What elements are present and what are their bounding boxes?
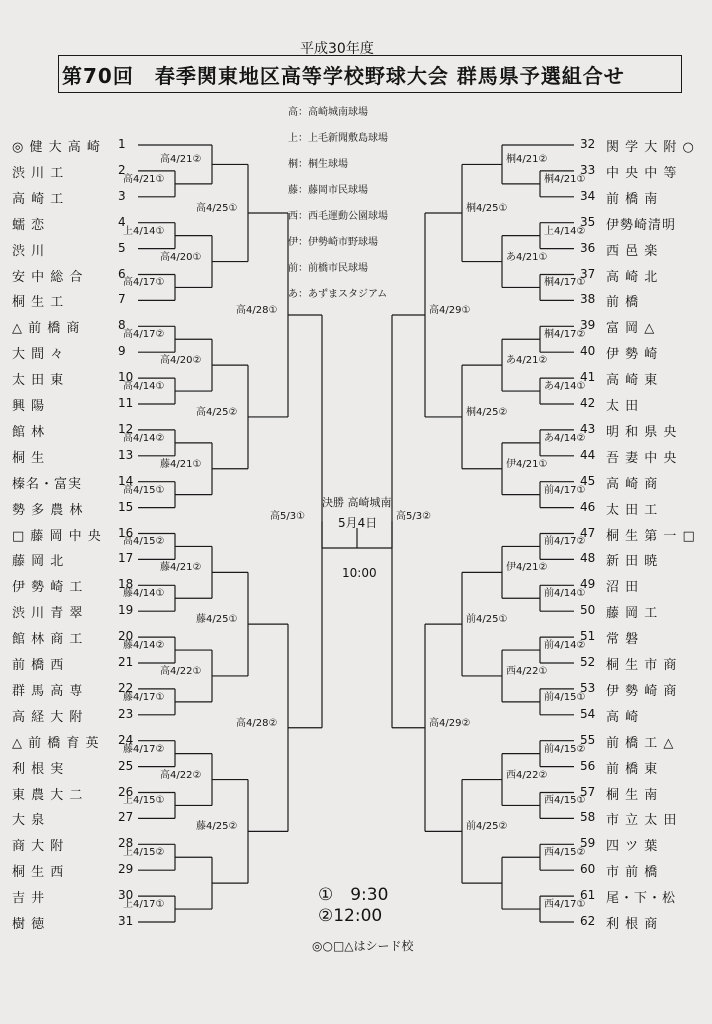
left-team-name: 太 田 東 — [12, 373, 65, 389]
match-label: 藤4/21① — [160, 458, 202, 470]
left-team-number: 17 — [118, 551, 134, 566]
match-label: 高4/25① — [196, 202, 238, 214]
right-team-number: 37 — [580, 266, 596, 281]
right-team-name: 高 崎 商 — [606, 476, 659, 492]
time-legend-2: ②12:00 — [318, 906, 383, 926]
match-label: 桐4/21② — [506, 154, 548, 166]
match-label: 上4/14② — [544, 225, 586, 237]
left-team-number: 25 — [118, 758, 134, 773]
left-team-name: 渋 川 工 — [12, 165, 65, 181]
right-team-number: 59 — [580, 836, 596, 851]
left-team-number: 11 — [118, 396, 134, 410]
right-team-number: 41 — [580, 370, 596, 385]
match-label: 高4/28① — [236, 304, 278, 316]
left-team-number: 6 — [118, 266, 126, 281]
match-label: あ4/21② — [506, 355, 548, 367]
right-team-name: 太 田 工 — [606, 502, 659, 518]
page-title: 第70回 春季関東地区高等学校野球大会 群馬県予選組合せ — [62, 64, 625, 88]
left-team-name: ◎ 健 大 高 崎 — [12, 140, 101, 155]
right-team-name: 中 央 中 等 — [606, 165, 678, 181]
left-team-number: 31 — [118, 914, 134, 928]
left-team-name: 桐 生 工 — [12, 295, 65, 311]
right-team-name: 桐 生 南 — [606, 787, 659, 803]
match-label: 高4/17② — [123, 329, 165, 341]
match-label: 高4/20② — [160, 355, 202, 367]
match-label: 高5/3② — [396, 511, 432, 523]
left-team-number: 24 — [118, 732, 134, 747]
right-team-name: 尾・下・松 — [606, 891, 677, 907]
match-label: 桐4/21① — [544, 173, 586, 185]
match-label: 桐4/25② — [466, 406, 508, 418]
left-team-name: △ 前 橋 育 英 — [12, 735, 100, 751]
right-team-name: 前 橋 工 △ — [606, 735, 675, 751]
right-team-number: 36 — [580, 240, 596, 255]
match-label: 前4/15① — [544, 691, 586, 703]
right-team-number: 38 — [580, 292, 596, 307]
match-label: 高4/29② — [429, 717, 471, 729]
left-team-number: 20 — [118, 629, 134, 644]
right-team-number: 58 — [580, 810, 596, 825]
right-team-number: 32 — [580, 137, 596, 151]
left-team-name: 興 陽 — [12, 399, 46, 414]
right-team-name: 伊 勢 崎 — [606, 347, 659, 363]
match-label: 藤4/14② — [123, 640, 165, 652]
left-team-name: △ 前 橋 商 — [12, 321, 81, 337]
final-date: 5月4日 — [338, 516, 378, 530]
venue-item: 伊：伊勢崎市野球場 — [288, 237, 378, 248]
right-team-name: 四 ツ 葉 — [606, 839, 659, 855]
left-team-number: 15 — [118, 499, 134, 514]
left-team-number: 30 — [118, 888, 134, 903]
match-label: 高4/22② — [160, 769, 202, 781]
left-team-name: 館 林 商 工 — [12, 632, 84, 648]
left-team-number: 5 — [118, 240, 126, 255]
left-team-name: 群 馬 高 専 — [12, 683, 84, 699]
match-label: 藤4/21② — [160, 562, 202, 574]
match-label: 前4/14① — [544, 588, 586, 600]
match-label: 前4/15② — [544, 743, 586, 755]
left-team-number: 10 — [118, 370, 134, 385]
match-label: 高4/22① — [160, 665, 202, 677]
venue-item: 藤：藤岡市民球場 — [288, 185, 368, 196]
right-team-number: 43 — [580, 421, 596, 436]
venue-item: 西：西毛運動公園球場 — [288, 211, 388, 222]
venue-item: あ：あずまスタジアム — [288, 289, 388, 300]
left-team-name: 桐 生 — [12, 450, 46, 466]
left-team-name: □ 藤 岡 中 央 — [12, 528, 102, 544]
right-team-name: 市 前 橋 — [606, 865, 659, 881]
left-team-number: 14 — [118, 473, 134, 488]
venue-item: 桐：桐生球場 — [288, 159, 348, 170]
left-team-name: 大 泉 — [12, 813, 46, 829]
match-label: 高5/3① — [270, 511, 306, 523]
match-label: あ4/21① — [506, 251, 548, 263]
match-label: あ4/14① — [544, 381, 586, 393]
left-team-number: 13 — [118, 447, 134, 462]
venue-item: 前：前橋市民球場 — [288, 263, 368, 274]
right-team-name: 太 田 — [606, 399, 640, 414]
match-label: 藤4/17② — [123, 743, 165, 755]
right-team-number: 45 — [580, 473, 596, 488]
left-team-number: 21 — [118, 655, 134, 669]
match-label: あ4/14② — [544, 432, 586, 444]
right-team-name: 富 岡 △ — [606, 321, 656, 337]
left-team-number: 7 — [118, 292, 126, 307]
right-team-number: 40 — [580, 344, 596, 359]
final-venue-label: 決勝 高崎城南 — [322, 496, 392, 509]
match-label: 西4/15② — [544, 847, 586, 859]
match-label: 高4/17① — [123, 277, 165, 289]
match-label: 高4/29① — [429, 304, 471, 316]
match-label: 前4/17② — [544, 536, 586, 548]
left-team-number: 16 — [118, 525, 134, 540]
left-team-name: 利 根 実 — [12, 761, 65, 777]
right-team-name: 市 立 太 田 — [606, 813, 678, 829]
match-label: 藤4/25② — [196, 821, 238, 833]
right-team-name: 前 橋 東 — [606, 761, 659, 777]
right-team-name: 伊 勢 崎 商 — [606, 683, 678, 699]
left-team-number: 29 — [118, 862, 134, 877]
left-team-number: 23 — [118, 706, 134, 721]
left-team-number: 12 — [118, 421, 134, 436]
right-team-number: 51 — [580, 629, 596, 644]
match-label: 西4/15① — [544, 795, 586, 807]
time-legend-1: ① 9:30 — [318, 885, 389, 905]
left-team-number: 28 — [118, 836, 134, 851]
right-team-name: 常 磐 — [606, 632, 640, 648]
right-team-name: 高 崎 東 — [606, 373, 659, 389]
right-team-name: 関 学 大 附 ○ — [606, 140, 695, 155]
match-label: 高4/15① — [123, 484, 165, 496]
right-team-name: 沼 田 — [606, 580, 640, 596]
right-team-number: 62 — [580, 914, 596, 928]
right-team-number: 44 — [580, 447, 596, 462]
match-label: 西4/22① — [506, 665, 548, 677]
match-label: 高4/28② — [236, 717, 278, 729]
venue-item: 高：高崎城南球場 — [288, 107, 368, 118]
right-team-number: 48 — [580, 551, 596, 566]
left-team-number: 18 — [118, 577, 134, 592]
match-label: 伊4/21① — [506, 458, 548, 470]
right-team-name: 新 田 暁 — [606, 554, 659, 570]
right-team-number: 34 — [580, 188, 596, 203]
match-label: 上4/15① — [123, 795, 165, 807]
match-label: 高4/21① — [123, 173, 165, 185]
match-label: 桐4/25① — [466, 202, 508, 214]
right-team-number: 61 — [580, 888, 596, 903]
right-team-number: 42 — [580, 396, 596, 410]
match-label: 前4/17① — [544, 484, 586, 496]
right-team-number: 54 — [580, 706, 596, 721]
right-team-name: 桐 生 第 一 □ — [606, 528, 696, 544]
left-team-name: 榛名・富実 — [12, 476, 83, 492]
left-team-name: 勢 多 農 林 — [12, 502, 84, 518]
left-team-name: 渋 川 — [12, 243, 46, 259]
right-team-name: 桐 生 市 商 — [606, 658, 678, 673]
left-team-number: 22 — [118, 680, 134, 695]
left-team-name: 渋 川 青 翠 — [12, 606, 84, 622]
match-label: 前4/25② — [466, 821, 508, 833]
left-team-number: 19 — [118, 603, 134, 618]
right-team-number: 57 — [580, 784, 596, 799]
seed-note: ◎○□△はシード校 — [312, 939, 414, 953]
match-label: 高4/14① — [123, 381, 165, 393]
match-label: 高4/21② — [160, 154, 202, 166]
left-team-name: 藤 岡 北 — [12, 554, 65, 570]
left-team-name: 桐 生 西 — [12, 865, 65, 881]
left-team-number: 1 — [118, 137, 126, 151]
left-team-name: 大 間 々 — [12, 347, 65, 363]
header-subtitle: 平成30年度 — [300, 41, 374, 57]
left-team-number: 26 — [118, 784, 134, 799]
left-team-number: 8 — [118, 318, 126, 333]
left-team-name: 高 経 大 附 — [12, 709, 84, 725]
left-team-name: 吉 井 — [12, 891, 46, 907]
right-team-number: 46 — [580, 499, 596, 514]
right-team-name: 伊勢崎清明 — [606, 217, 677, 233]
match-label: 西4/17① — [544, 899, 586, 911]
match-label: 桐4/17① — [544, 277, 586, 289]
right-team-name: 高 崎 北 — [606, 269, 659, 285]
right-team-number: 35 — [580, 214, 596, 229]
right-team-number: 55 — [580, 732, 596, 747]
venue-item: 上：上毛新聞敷島球場 — [288, 133, 388, 144]
right-team-number: 53 — [580, 680, 596, 695]
right-team-name: 藤 岡 工 — [606, 606, 659, 622]
right-team-number: 47 — [580, 525, 596, 540]
right-team-number: 52 — [580, 655, 596, 669]
match-label: 上4/15② — [123, 847, 165, 859]
match-label: 前4/25① — [466, 614, 508, 626]
right-team-name: 前 橋 — [606, 295, 640, 311]
left-team-name: 蠕 恋 — [12, 217, 46, 233]
left-team-number: 4 — [118, 214, 126, 229]
right-team-name: 吾 妻 中 央 — [606, 450, 678, 466]
match-label: 藤4/14① — [123, 588, 165, 600]
left-team-number: 3 — [118, 188, 126, 203]
right-team-name: 高 崎 — [606, 709, 640, 725]
left-team-name: 樹 徳 — [12, 917, 46, 932]
match-label: 高4/15② — [123, 536, 165, 548]
right-team-name: 前 橋 南 — [606, 191, 659, 207]
right-team-number: 60 — [580, 862, 596, 877]
right-team-number: 50 — [580, 603, 596, 618]
match-label: 桐4/17② — [544, 329, 586, 341]
right-team-number: 49 — [580, 577, 596, 592]
match-label: 高4/25② — [196, 406, 238, 418]
final-time: 10:00 — [342, 566, 377, 580]
right-team-name: 西 邑 楽 — [606, 243, 659, 259]
match-label: 高4/14② — [123, 432, 165, 444]
left-team-number: 2 — [118, 162, 126, 177]
left-team-name: 伊 勢 崎 工 — [12, 580, 84, 596]
match-label: 藤4/25① — [196, 614, 238, 626]
left-team-name: 前 橋 西 — [12, 658, 65, 673]
match-label: 伊4/21② — [506, 562, 548, 574]
match-label: 藤4/17① — [123, 691, 165, 703]
match-label: 上4/14① — [123, 225, 165, 237]
right-team-name: 明 和 県 央 — [606, 424, 678, 440]
left-team-name: 安 中 総 合 — [12, 269, 84, 285]
left-team-name: 商 大 附 — [12, 839, 65, 855]
match-label: 前4/14② — [544, 640, 586, 652]
match-label: 上4/17① — [123, 899, 165, 911]
left-team-number: 27 — [118, 810, 134, 825]
right-team-number: 33 — [580, 162, 596, 177]
left-team-name: 高 崎 工 — [12, 191, 65, 207]
left-team-name: 東 農 大 二 — [12, 787, 84, 803]
left-team-name: 館 林 — [12, 424, 46, 440]
right-team-name: 利 根 商 — [606, 917, 659, 932]
right-team-number: 56 — [580, 758, 596, 773]
right-team-number: 39 — [580, 318, 596, 333]
match-label: 西4/22② — [506, 769, 548, 781]
left-team-number: 9 — [118, 344, 126, 359]
match-label: 高4/20① — [160, 251, 202, 263]
